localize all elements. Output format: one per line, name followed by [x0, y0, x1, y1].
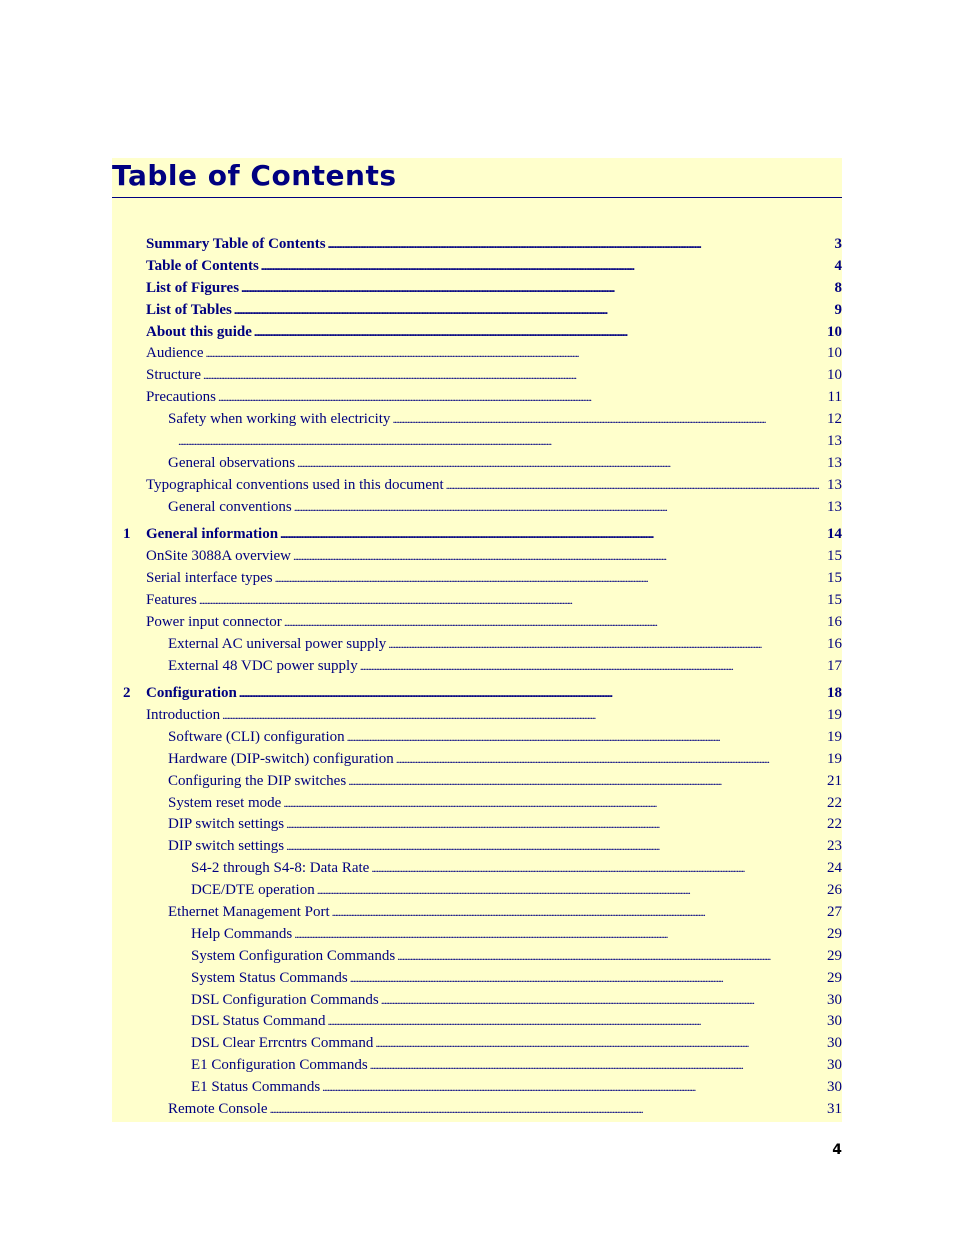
toc-entry-label: Table of Contents [146, 258, 259, 274]
toc-entry[interactable] [191, 1033, 842, 1053]
toc-entry-label: Safety when working with electricity [168, 411, 391, 427]
toc-entry[interactable] [168, 497, 842, 517]
toc-leader-dots [286, 836, 825, 856]
toc-leader-dots [328, 234, 833, 254]
toc-entry[interactable] [191, 968, 842, 988]
toc-leader-dots [294, 497, 825, 517]
toc-leader-dots [332, 902, 825, 922]
toc-entry[interactable] [191, 946, 842, 966]
toc-entry-label: System reset mode [168, 795, 282, 811]
toc-entry-label: General conventions [168, 499, 292, 515]
toc-entry[interactable] [146, 278, 842, 298]
toc-entry-label: System Configuration Commands [191, 948, 396, 964]
toc-entry-page: 22 [827, 816, 842, 832]
toc-entry-label: Audience [146, 345, 204, 361]
toc-entry[interactable] [146, 322, 842, 342]
toc-entry-page: 13 [827, 477, 842, 493]
toc-entry[interactable] [146, 546, 842, 566]
toc-entry-label: List of Tables [146, 302, 232, 318]
toc-entry[interactable] [146, 256, 842, 276]
toc-entry-page: 30 [827, 1079, 842, 1095]
toc-entry-label: E1 Configuration Commands [191, 1057, 368, 1073]
toc-leader-dots [222, 705, 825, 725]
toc-entry[interactable] [168, 902, 842, 922]
toc-entry-label: Ethernet Management Port [168, 904, 330, 920]
toc-entry[interactable] [168, 409, 842, 429]
toc-entry-page: 9 [834, 302, 842, 318]
toc-entry-label: Power input connector [146, 614, 282, 630]
toc-entry-label: E1 Status Commands [191, 1079, 321, 1095]
toc-entry[interactable] [191, 1055, 842, 1075]
toc-leader-dots [360, 656, 825, 676]
toc-entry-label: DIP switch settings [168, 838, 285, 854]
page-title: Table of Contents [112, 159, 397, 192]
toc-entry-label: Configuring the DIP switches [168, 773, 347, 789]
toc-leader-dots [396, 749, 825, 769]
toc-entry-page: 16 [827, 614, 842, 630]
toc-entry[interactable] [146, 475, 842, 495]
toc-leader-dots [205, 343, 825, 363]
toc-entry[interactable] [168, 1099, 842, 1119]
toc-entry[interactable] [146, 568, 842, 588]
toc-entry-page: 15 [827, 592, 842, 608]
toc-entry-page: 15 [827, 548, 842, 564]
toc-entry-page: 14 [827, 526, 842, 542]
toc-leader-dots [322, 1077, 825, 1097]
toc-entry-page: 16 [827, 636, 842, 652]
toc-entry-label: OnSite 3088A overview [146, 548, 291, 564]
toc-entry-page: 23 [827, 838, 842, 854]
toc-entry-page: 24 [827, 860, 842, 876]
toc-entry-label: DSL Clear Errcntrs Command [191, 1035, 374, 1051]
toc-leader-dots [297, 453, 825, 473]
toc-entry-page: 27 [827, 904, 842, 920]
toc-entry[interactable] [168, 793, 842, 813]
toc-entry[interactable] [191, 924, 842, 944]
toc-leader-dots [286, 814, 825, 834]
toc-leader-dots [392, 409, 825, 429]
toc-entry[interactable] [146, 365, 842, 385]
toc-entry-label: About this guide [146, 324, 252, 340]
toc-entry-page: 17 [827, 658, 842, 674]
toc-entry-page: 4 [834, 258, 842, 274]
toc-entry-label: Features [146, 592, 197, 608]
toc-entry-page: 29 [827, 926, 842, 942]
toc-entry-page: 22 [827, 795, 842, 811]
toc-entry-page: 31 [827, 1101, 842, 1117]
toc-entry-label: System Status Commands [191, 970, 348, 986]
toc-entry-page: 19 [827, 729, 842, 745]
toc-entry-label: S4-2 through S4-8: Data Rate [191, 860, 370, 876]
toc-leader-dots [397, 946, 825, 966]
toc-leader-dots [275, 568, 825, 588]
toc-entry[interactable] [168, 656, 842, 676]
toc-entry-label: DCE/DTE operation [191, 882, 315, 898]
toc-leader-dots [370, 1055, 825, 1075]
toc-entry[interactable] [191, 990, 842, 1010]
toc-leader-dots [254, 322, 825, 342]
toc-entry[interactable] [168, 749, 842, 769]
toc-entry-label: General information [146, 526, 279, 542]
toc-entry-page: 15 [827, 570, 842, 586]
toc-entry-label: External AC universal power supply [168, 636, 387, 652]
toc-entry[interactable] [146, 300, 842, 320]
toc-entry-page: 19 [827, 707, 842, 723]
toc-leader-dots [375, 1033, 825, 1053]
toc-entry-page: 30 [827, 1057, 842, 1073]
toc-entry-page: 10 [827, 367, 842, 383]
toc-entry-label: Typographical conventions used in this document [146, 477, 444, 493]
toc-title-bar [112, 158, 842, 198]
toc-entry-label: Structure [146, 367, 201, 383]
toc-leader-dots [280, 524, 825, 544]
toc-entry-label: External 48 VDC power supply [168, 658, 358, 674]
toc-leader-dots [261, 256, 833, 276]
toc-entry-label: Precautions [146, 389, 216, 405]
toc-entry-page: 19 [827, 751, 842, 767]
toc-entry[interactable] [176, 431, 842, 451]
toc-leader-dots [234, 300, 833, 320]
toc-entry-page: 30 [827, 1013, 842, 1029]
toc-entry-page: 30 [827, 992, 842, 1008]
toc-entry-page: 10 [827, 345, 842, 361]
toc-leader-dots [203, 365, 825, 385]
toc-entry[interactable] [168, 814, 842, 834]
toc-leader-dots [270, 1099, 825, 1119]
toc-entry-page: 30 [827, 1035, 842, 1051]
toc-leader-dots [283, 793, 825, 813]
toc-entry[interactable] [146, 387, 842, 407]
toc-entry[interactable] [146, 343, 842, 363]
toc-leader-dots [317, 880, 825, 900]
toc-entry-page: 13 [827, 433, 842, 449]
toc-leader-dots [294, 924, 825, 944]
toc-entry[interactable] [168, 771, 842, 791]
toc-entry-label: DSL Status Command [191, 1013, 326, 1029]
toc-leader-dots [381, 990, 825, 1010]
toc-entry[interactable] [191, 858, 842, 878]
toc-entry-page: 13 [827, 455, 842, 471]
toc-leader-dots [350, 968, 825, 988]
toc-entry-label: Configuration [146, 685, 237, 701]
toc-leader-dots [284, 612, 825, 632]
toc-leader-dots [293, 546, 825, 566]
toc-entry-page: 29 [827, 948, 842, 964]
toc-leader-dots [348, 771, 825, 791]
toc-entry[interactable] [146, 683, 842, 703]
toc-entry-page: 26 [827, 882, 842, 898]
toc-leader-dots [388, 634, 825, 654]
toc-entry-label: Help Commands [191, 926, 293, 942]
toc-entry[interactable] [191, 1011, 842, 1031]
toc-entry[interactable] [168, 453, 842, 473]
toc-entry-label: Summary Table of Contents [146, 236, 326, 252]
toc-entry[interactable] [168, 727, 842, 747]
toc-entry-label: Introduction [146, 707, 221, 723]
toc-entry[interactable] [146, 590, 842, 610]
toc-entry[interactable] [146, 234, 842, 254]
toc-entry-page: 13 [827, 499, 842, 515]
toc-entry-page: 8 [834, 280, 842, 296]
toc-entry-page: 11 [827, 389, 842, 405]
toc-entry[interactable] [191, 1077, 842, 1097]
toc-leader-dots [347, 727, 825, 747]
toc-entry-page: 21 [827, 773, 842, 789]
toc-entry-page: 10 [827, 324, 842, 340]
toc-entry[interactable] [191, 880, 842, 900]
toc-leader-dots [218, 387, 826, 407]
toc-leader-dots [239, 683, 825, 703]
page-number: 4 [832, 1142, 842, 1158]
toc-entry-page: 3 [834, 236, 842, 252]
toc-leader-dots [199, 590, 825, 610]
toc-entry-label: List of Figures [146, 280, 240, 296]
toc-entry-label: Hardware (DIP-switch) configuration [168, 751, 394, 767]
toc-leader-dots [178, 431, 825, 451]
toc-entry-label: Serial interface types [146, 570, 273, 586]
toc-entry-label: Software (CLI) configuration [168, 729, 345, 745]
toc-leader-dots [371, 858, 825, 878]
toc-entry-page: 18 [827, 685, 842, 701]
toc-entry[interactable] [146, 612, 842, 632]
toc-entry-page: 29 [827, 970, 842, 986]
chapter-number: 1 [123, 526, 131, 542]
toc-leader-dots [241, 278, 832, 298]
toc-entry[interactable] [168, 836, 842, 856]
toc-entry[interactable] [146, 524, 842, 544]
toc-entry-label: DIP switch settings [168, 816, 285, 832]
toc-entry-label: General observations [168, 455, 296, 471]
toc-leader-dots [446, 475, 825, 495]
toc-entry-label: Remote Console [168, 1101, 268, 1117]
chapter-number: 2 [123, 685, 131, 701]
toc-leader-dots [327, 1011, 825, 1031]
toc-entry-label: DSL Configuration Commands [191, 992, 379, 1008]
toc-entry[interactable] [168, 634, 842, 654]
toc-entry-page: 12 [827, 411, 842, 427]
toc-entry[interactable] [146, 705, 842, 725]
